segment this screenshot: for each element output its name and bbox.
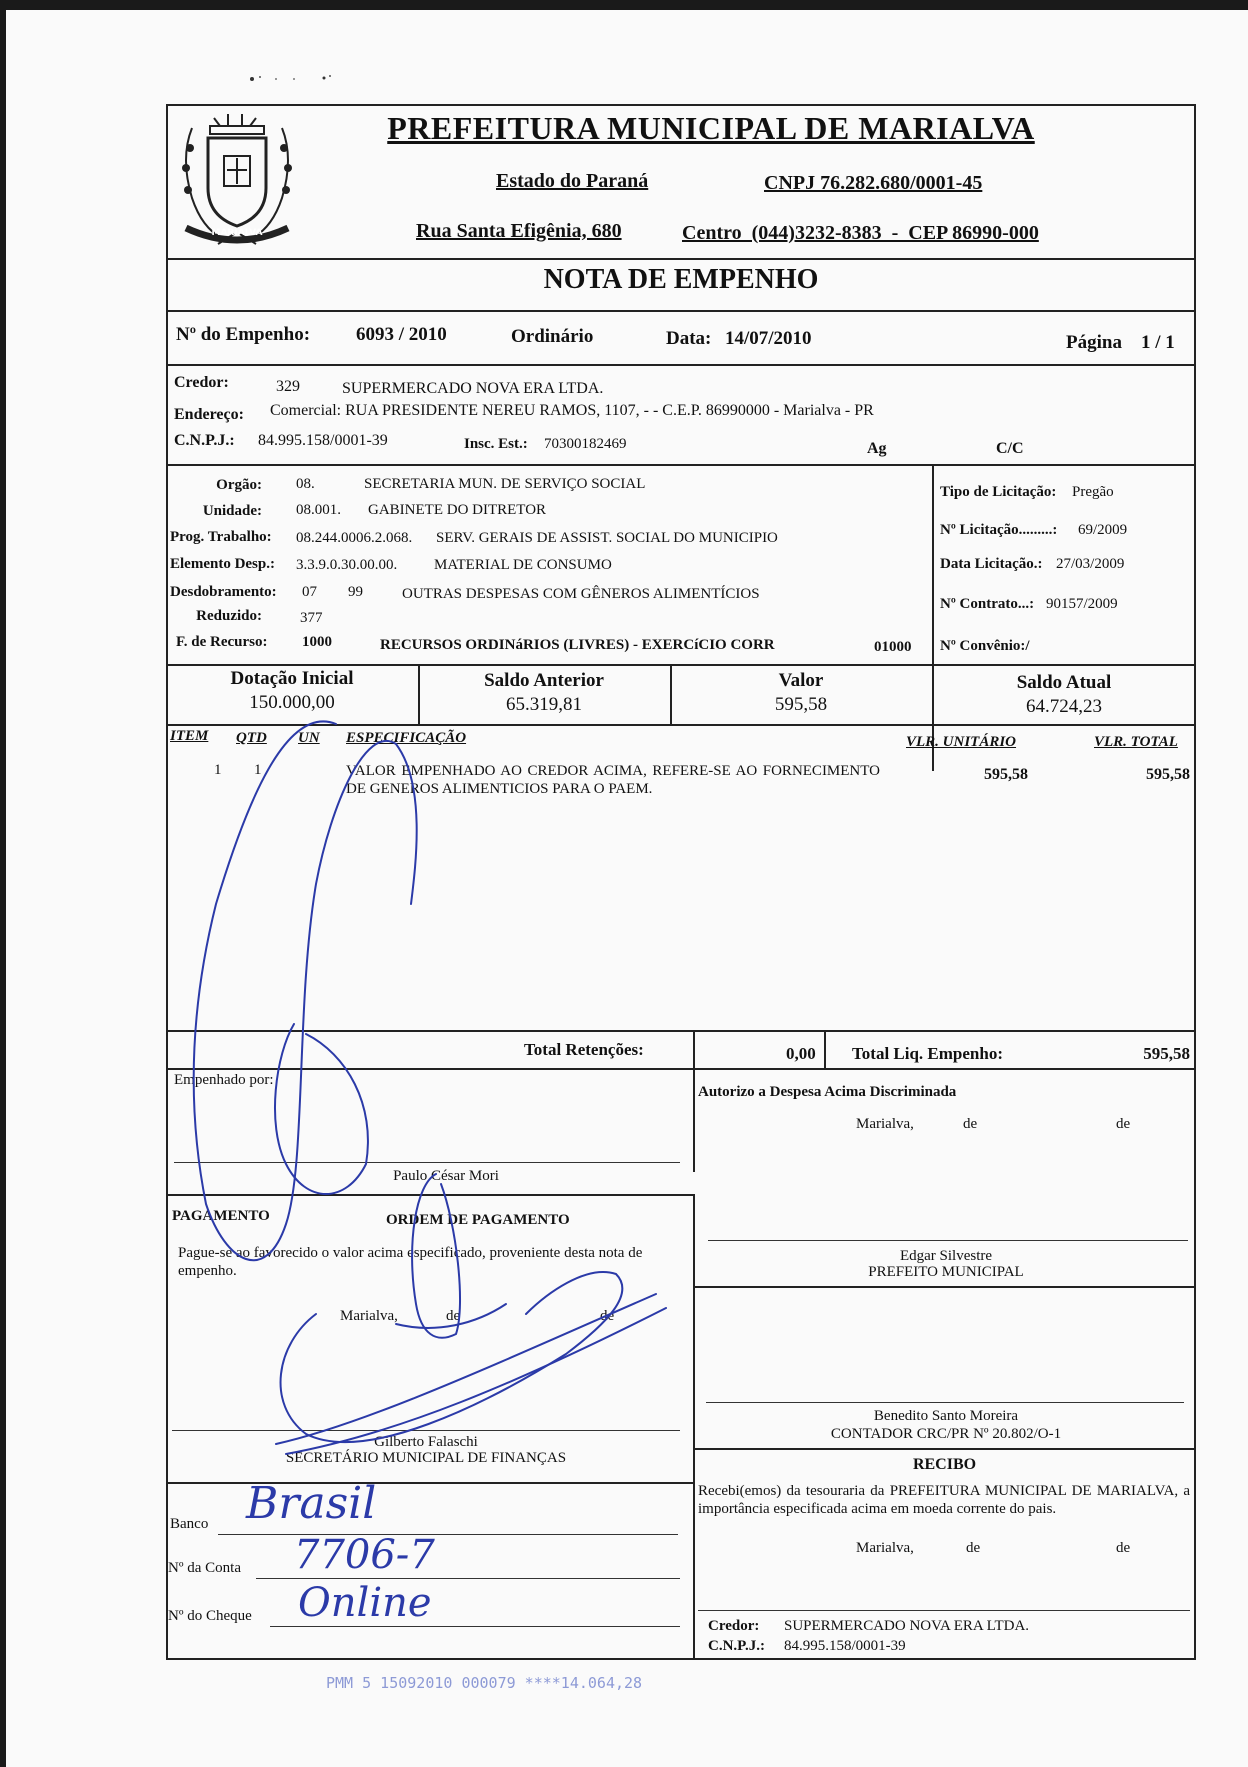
licitacao-number: 69/2009	[1078, 522, 1128, 538]
item-number: 1	[214, 762, 222, 778]
total-retencoes-label: Total Retenções:	[524, 1040, 644, 1059]
agency-label: Ag	[867, 440, 887, 457]
insc-est: 70300182469	[544, 436, 627, 452]
licitacao-date: 27/03/2009	[1056, 556, 1125, 572]
state-name: Estado do Paraná	[496, 170, 649, 192]
prog-trabalho-label: Prog. Trabalho:	[170, 529, 272, 545]
credor-cnpj-label: C.N.P.J.:	[174, 432, 235, 449]
empenhado-por-name: Paulo César Mori	[393, 1168, 499, 1184]
valor-value: 595,58	[774, 694, 828, 715]
contador-title: CONTADOR CRC/PR Nº 20.802/O-1	[830, 1426, 1062, 1442]
prog-trabalho-code: 08.244.0006.2.068.	[296, 530, 413, 546]
processing-stamp: PMM 5 15092010 000079 ****14.064,28	[326, 1674, 643, 1692]
credor-label: Credor:	[174, 374, 229, 391]
col-header-vlr-unitario: VLR. UNITÁRIO	[906, 734, 1017, 750]
address-label: Endereço:	[174, 406, 244, 423]
total-liquido-label: Total Liq. Empenho:	[852, 1044, 1003, 1063]
svg-text:MARIALVA: MARIALVA	[211, 228, 263, 238]
orgao-name: SECRETARIA MUN. DE SERVIÇO SOCIAL	[364, 476, 646, 492]
empenho-date: 14/07/2010	[725, 328, 812, 349]
convenio-label: Nº Convênio:/	[940, 638, 1030, 654]
autorizo-title: Autorizo a Despesa Acima Discriminada	[698, 1084, 957, 1100]
total-retencoes-value: 0,00	[786, 1044, 816, 1063]
empenho-type: Ordinário	[511, 326, 594, 347]
pagamento-label: PAGAMENTO	[172, 1208, 270, 1224]
col-header-especificacao: ESPECIFICAÇÃO	[346, 730, 467, 746]
dotacao-inicial-label: Dotação Inicial	[230, 668, 354, 689]
credor-name: SUPERMERCADO NOVA ERA LTDA.	[342, 380, 604, 397]
saldo-anterior-value: 65.319,81	[506, 694, 582, 715]
autorizo-place: Marialva,	[856, 1116, 914, 1132]
contador-name: Benedito Santo Moreira	[873, 1408, 1019, 1424]
credor-code: 329	[276, 378, 300, 395]
col-header-un: UN	[298, 730, 320, 746]
pagamento-place: Marialva,	[340, 1308, 398, 1324]
pagamento-de-2: de	[600, 1308, 615, 1324]
unidade-name: GABINETE DO DITRETOR	[368, 502, 547, 518]
recibo-credor-label: Credor:	[708, 1618, 760, 1634]
page-number: 1 / 1	[1141, 332, 1175, 353]
valor-label: Valor	[778, 670, 824, 691]
prog-trabalho-name: SERV. GERAIS DE ASSIST. SOCIAL DO MUNICIPIO	[436, 530, 778, 546]
elemento-label: Elemento Desp.:	[170, 556, 275, 572]
recibo-text: Recebi(emos) da tesouraria da PREFEITURA MUNICIPAL DE MARIALVA, a importância especificada acima em moeda corrente do pais.	[698, 1483, 1190, 1517]
item-qtd: 1	[254, 762, 262, 778]
scan-specks	[246, 70, 336, 80]
fonte-recurso-code: 1000	[302, 634, 332, 650]
desdobramento-name: OUTRAS DESPESAS COM GÊNEROS ALIMENTÍCIOS	[402, 586, 760, 602]
elemento-code: 3.3.9.0.30.00.00.	[296, 557, 398, 573]
saldo-atual-label: Saldo Atual	[1016, 672, 1112, 693]
document-title: NOTA DE EMPENHO	[543, 264, 819, 295]
secretario-title: SECRETÁRIO MUNICIPAL DE FINANÇAS	[285, 1450, 567, 1466]
account-label: C/C	[996, 440, 1024, 457]
saldo-anterior-label: Saldo Anterior	[484, 670, 604, 691]
pagamento-de-1: de	[446, 1308, 461, 1324]
empenho-date-label: Data:	[666, 328, 712, 349]
municipality-address: Rua Santa Efigênia, 680	[416, 220, 622, 242]
ordem-pagamento-label: ORDEM DE PAGAMENTO	[386, 1212, 570, 1228]
credor-cnpj: 84.995.158/0001-39	[258, 432, 388, 449]
recibo-cnpj: 84.995.158/0001-39	[784, 1638, 906, 1654]
desdobramento-code-1: 07	[302, 584, 317, 600]
item-description: VALOR EMPENHADO AO CREDOR ACIMA, REFERE-SE AO FORNECIMENTO DE GENEROS ALIMENTICIOS PARA O PAEM.	[346, 763, 880, 797]
recibo-credor-name: SUPERMERCADO NOVA ERA LTDA.	[784, 1618, 1030, 1634]
recibo-place: Marialva,	[856, 1540, 914, 1556]
empenho-number: 6093 / 2010	[356, 324, 447, 345]
prefeito-title: PREFEITO MUNICIPAL	[868, 1264, 1024, 1280]
recibo-de-2: de	[1116, 1540, 1131, 1556]
unidade-label: Unidade:	[202, 503, 262, 519]
tipo-licitacao: Pregão	[1072, 484, 1114, 500]
reduzido-code: 377	[300, 610, 323, 626]
desdobramento-code-2: 99	[348, 584, 363, 600]
licitacao-number-label: Nº Licitação.........:	[940, 522, 1058, 538]
recibo-de-1: de	[966, 1540, 981, 1556]
cheque-label: Nº do Cheque	[168, 1608, 252, 1624]
licitacao-date-label: Data Licitação.:	[940, 556, 1043, 572]
prefeito-name: Edgar Silvestre	[899, 1248, 993, 1264]
tipo-licitacao-label: Tipo de Licitação:	[940, 484, 1057, 500]
elemento-name: MATERIAL DE CONSUMO	[434, 557, 612, 573]
recibo-cnpj-label: C.N.P.J.:	[708, 1638, 765, 1654]
autorizo-de-2: de	[1116, 1116, 1131, 1132]
contrato-label: Nº Contrato...:	[940, 596, 1035, 612]
banco-label: Banco	[170, 1516, 209, 1532]
contrato-number: 90157/2009	[1046, 596, 1118, 612]
pagamento-text: Pague-se ao favorecido o valor acima especificado, proveniente desta nota de empenho.	[178, 1245, 643, 1279]
orgao-code: 08.	[296, 476, 315, 492]
autorizo-de-1: de	[963, 1116, 978, 1132]
desdobramento-label: Desdobramento:	[170, 584, 277, 600]
municipality-title: PREFEITURA MUNICIPAL DE MARIALVA	[387, 110, 1035, 146]
credor-address: Comercial: RUA PRESIDENTE NEREU RAMOS, 1107, - - C.E.P. 86990000 - Marialva - PR	[270, 402, 874, 419]
secretario-name: Gilberto Falaschi	[374, 1434, 478, 1450]
fonte-recurso-label: F. de Recurso:	[176, 634, 268, 650]
banco-handwritten: Brasil	[246, 1478, 377, 1529]
page-label: Página	[1066, 332, 1122, 353]
handwritten-signatures	[166, 104, 1196, 1660]
orgao-label: Orgão:	[216, 477, 262, 493]
total-liquido-value: 595,58	[1143, 1044, 1190, 1063]
empenho-number-label: Nº do Empenho:	[176, 324, 311, 345]
fonte-recurso-code-2: 01000	[874, 639, 912, 655]
reduzido-label: Reduzido:	[196, 608, 262, 624]
insc-est-label: Insc. Est.:	[464, 436, 528, 452]
col-header-item: ITEM	[170, 728, 209, 744]
cheque-handwritten: Online	[298, 1580, 432, 1626]
empenhado-por-label: Empenhado por:	[174, 1072, 274, 1088]
municipality-contact: Centro (044)3232-8383 - CEP 86990-000	[682, 222, 1039, 244]
recibo-title: RECIBO	[912, 1456, 977, 1473]
conta-handwritten: 7706-7	[294, 1532, 435, 1578]
conta-label: Nº da Conta	[168, 1560, 241, 1576]
dotacao-inicial-value: 150.000,00	[249, 692, 335, 713]
col-header-qtd: QTD	[236, 730, 267, 746]
unidade-code: 08.001.	[296, 502, 341, 518]
col-header-vlr-total: VLR. TOTAL	[1094, 734, 1178, 750]
item-total-value: 595,58	[1146, 766, 1190, 783]
fonte-recurso-name: RECURSOS ORDINáRIOS (LIVRES) - EXERCíCIO CORR	[380, 637, 775, 653]
nota-de-empenho-form	[166, 104, 1196, 1660]
municipality-cnpj: CNPJ 76.282.680/0001-45	[764, 172, 983, 194]
saldo-atual-value: 64.724,23	[1026, 696, 1102, 717]
item-unit-value: 595,58	[984, 766, 1028, 783]
